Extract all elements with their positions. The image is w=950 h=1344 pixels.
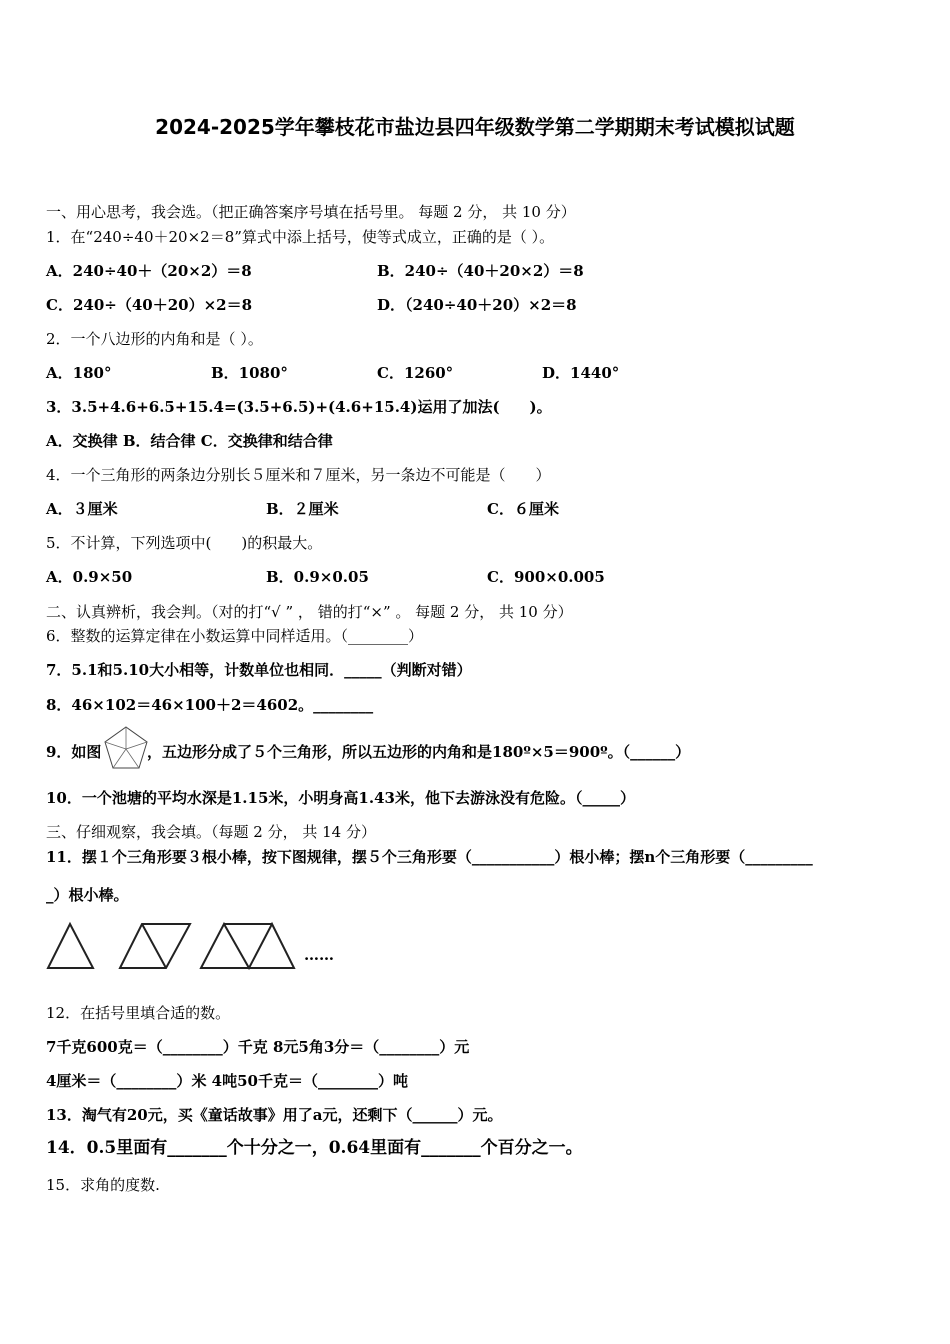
pentagon-segment [105, 742, 126, 749]
triangle-1 [48, 924, 93, 968]
pentagon-figure [103, 725, 149, 771]
question-4-stem: 4．一个三角形的两条边分别长５厘米和７厘米，另一条边不可能是（ ） [46, 466, 551, 484]
triangle-pattern-figure [44, 918, 304, 974]
pentagon-segment [113, 749, 126, 768]
triangle-group-2 [120, 924, 190, 968]
q2-option-c: C．1260° [377, 364, 454, 382]
question-14: 14．0.5里面有_______个十分之一，0.64里面有_______个百分之一。 [46, 1138, 583, 1158]
q5-option-a: A．0.9×50 [46, 568, 133, 586]
q5-option-b: B．0.9×0.05 [266, 568, 369, 586]
q1-option-d: D．（240÷40＋20）×2＝8 [377, 296, 577, 314]
question-11-line2: _）根小棒。 [46, 886, 129, 904]
question-7: 7．5.1和5.10大小相等，计数单位也相同．_____（判断对错） [46, 661, 472, 679]
question-5-stem: 5．不计算，下列选项中( )的积最大。 [46, 534, 323, 552]
q1-option-a: A．240÷40＋（20×2）＝8 [46, 262, 252, 280]
q2-option-b: B．1080° [211, 364, 288, 382]
q4-option-c: C．６厘米 [487, 500, 559, 518]
q4-option-a: A．３厘米 [46, 500, 118, 518]
question-9-suffix: ，五边形分成了５个三角形，所以五边形的内角和是180º×5＝900º。（______） [147, 743, 691, 761]
question-6: 6．整数的运算定律在小数运算中同样适用。（________） [46, 627, 424, 645]
question-9-prefix: 9．如图 [46, 743, 102, 761]
page-title: 2024-2025学年攀枝花市盐边县四年级数学第二学期期末考试模拟试题 [155, 115, 795, 139]
q3-options: A．交换律 B．结合律 C．交换律和结合律 [46, 432, 333, 450]
question-13: 13．淘气有20元，买《童话故事》用了a元，还剩下（______）元。 [46, 1106, 503, 1124]
question-10: 10．一个池塘的平均水深是1.15米，小明身高1.43米，他下去游泳没有危险。（_____） [46, 789, 635, 807]
triangle-group-3 [201, 924, 294, 968]
question-12-row2: 4厘米＝（________）米 4吨50千克＝（________）吨 [46, 1072, 408, 1090]
question-3-stem: 3．3.5+4.6+6.5+15.4=(3.5+6.5)+(4.6+15.4)运用了加法( )。 [46, 398, 552, 416]
q4-option-b: B．２厘米 [266, 500, 339, 518]
q2-option-a: A．180° [46, 364, 112, 382]
q2-option-d: D．1440° [542, 364, 620, 382]
section-2-header: 二、认真辨析，我会判。（对的打“√ ” ， 错的打“×” 。 每题 2 分， 共 10 分） [46, 603, 573, 621]
q1-option-c: C．240÷（40＋20）×2＝8 [46, 296, 253, 314]
question-12-stem: 12．在括号里填合适的数。 [46, 1004, 231, 1022]
question-15: 15．求角的度数. [46, 1176, 160, 1194]
question-2-stem: 2．一个八边形的内角和是（ ）。 [46, 330, 263, 348]
question-12-row1: 7千克600克＝（________）千克 8元5角3分＝（________）元 [46, 1038, 470, 1056]
question-11-line1: 11．摆１个三角形要３根小棒，按下图规律，摆５个三角形要（___________）根小棒；摆n个三角形要（_________ [46, 848, 813, 866]
section-3-header: 三、仔细观察，我会填。（每题 2 分， 共 14 分） [46, 823, 376, 841]
pentagon-segment [126, 742, 147, 749]
question-8: 8．46×102＝46×100＋2＝4602。________ [46, 696, 374, 714]
question-1-stem: 1．在“240÷40＋20×2＝8”算式中添上括号，使等式成立，正确的是（ ）。 [46, 228, 555, 246]
q1-option-b: B．240÷（40＋20×2）＝8 [377, 262, 584, 280]
q5-option-c: C．900×0.005 [487, 568, 605, 586]
ellipsis-text: …… [304, 946, 334, 964]
section-1-header: 一、用心思考，我会选。（把正确答案序号填在括号里。 每题 2 分， 共 10 分） [46, 203, 576, 221]
pentagon-segment [126, 749, 139, 768]
